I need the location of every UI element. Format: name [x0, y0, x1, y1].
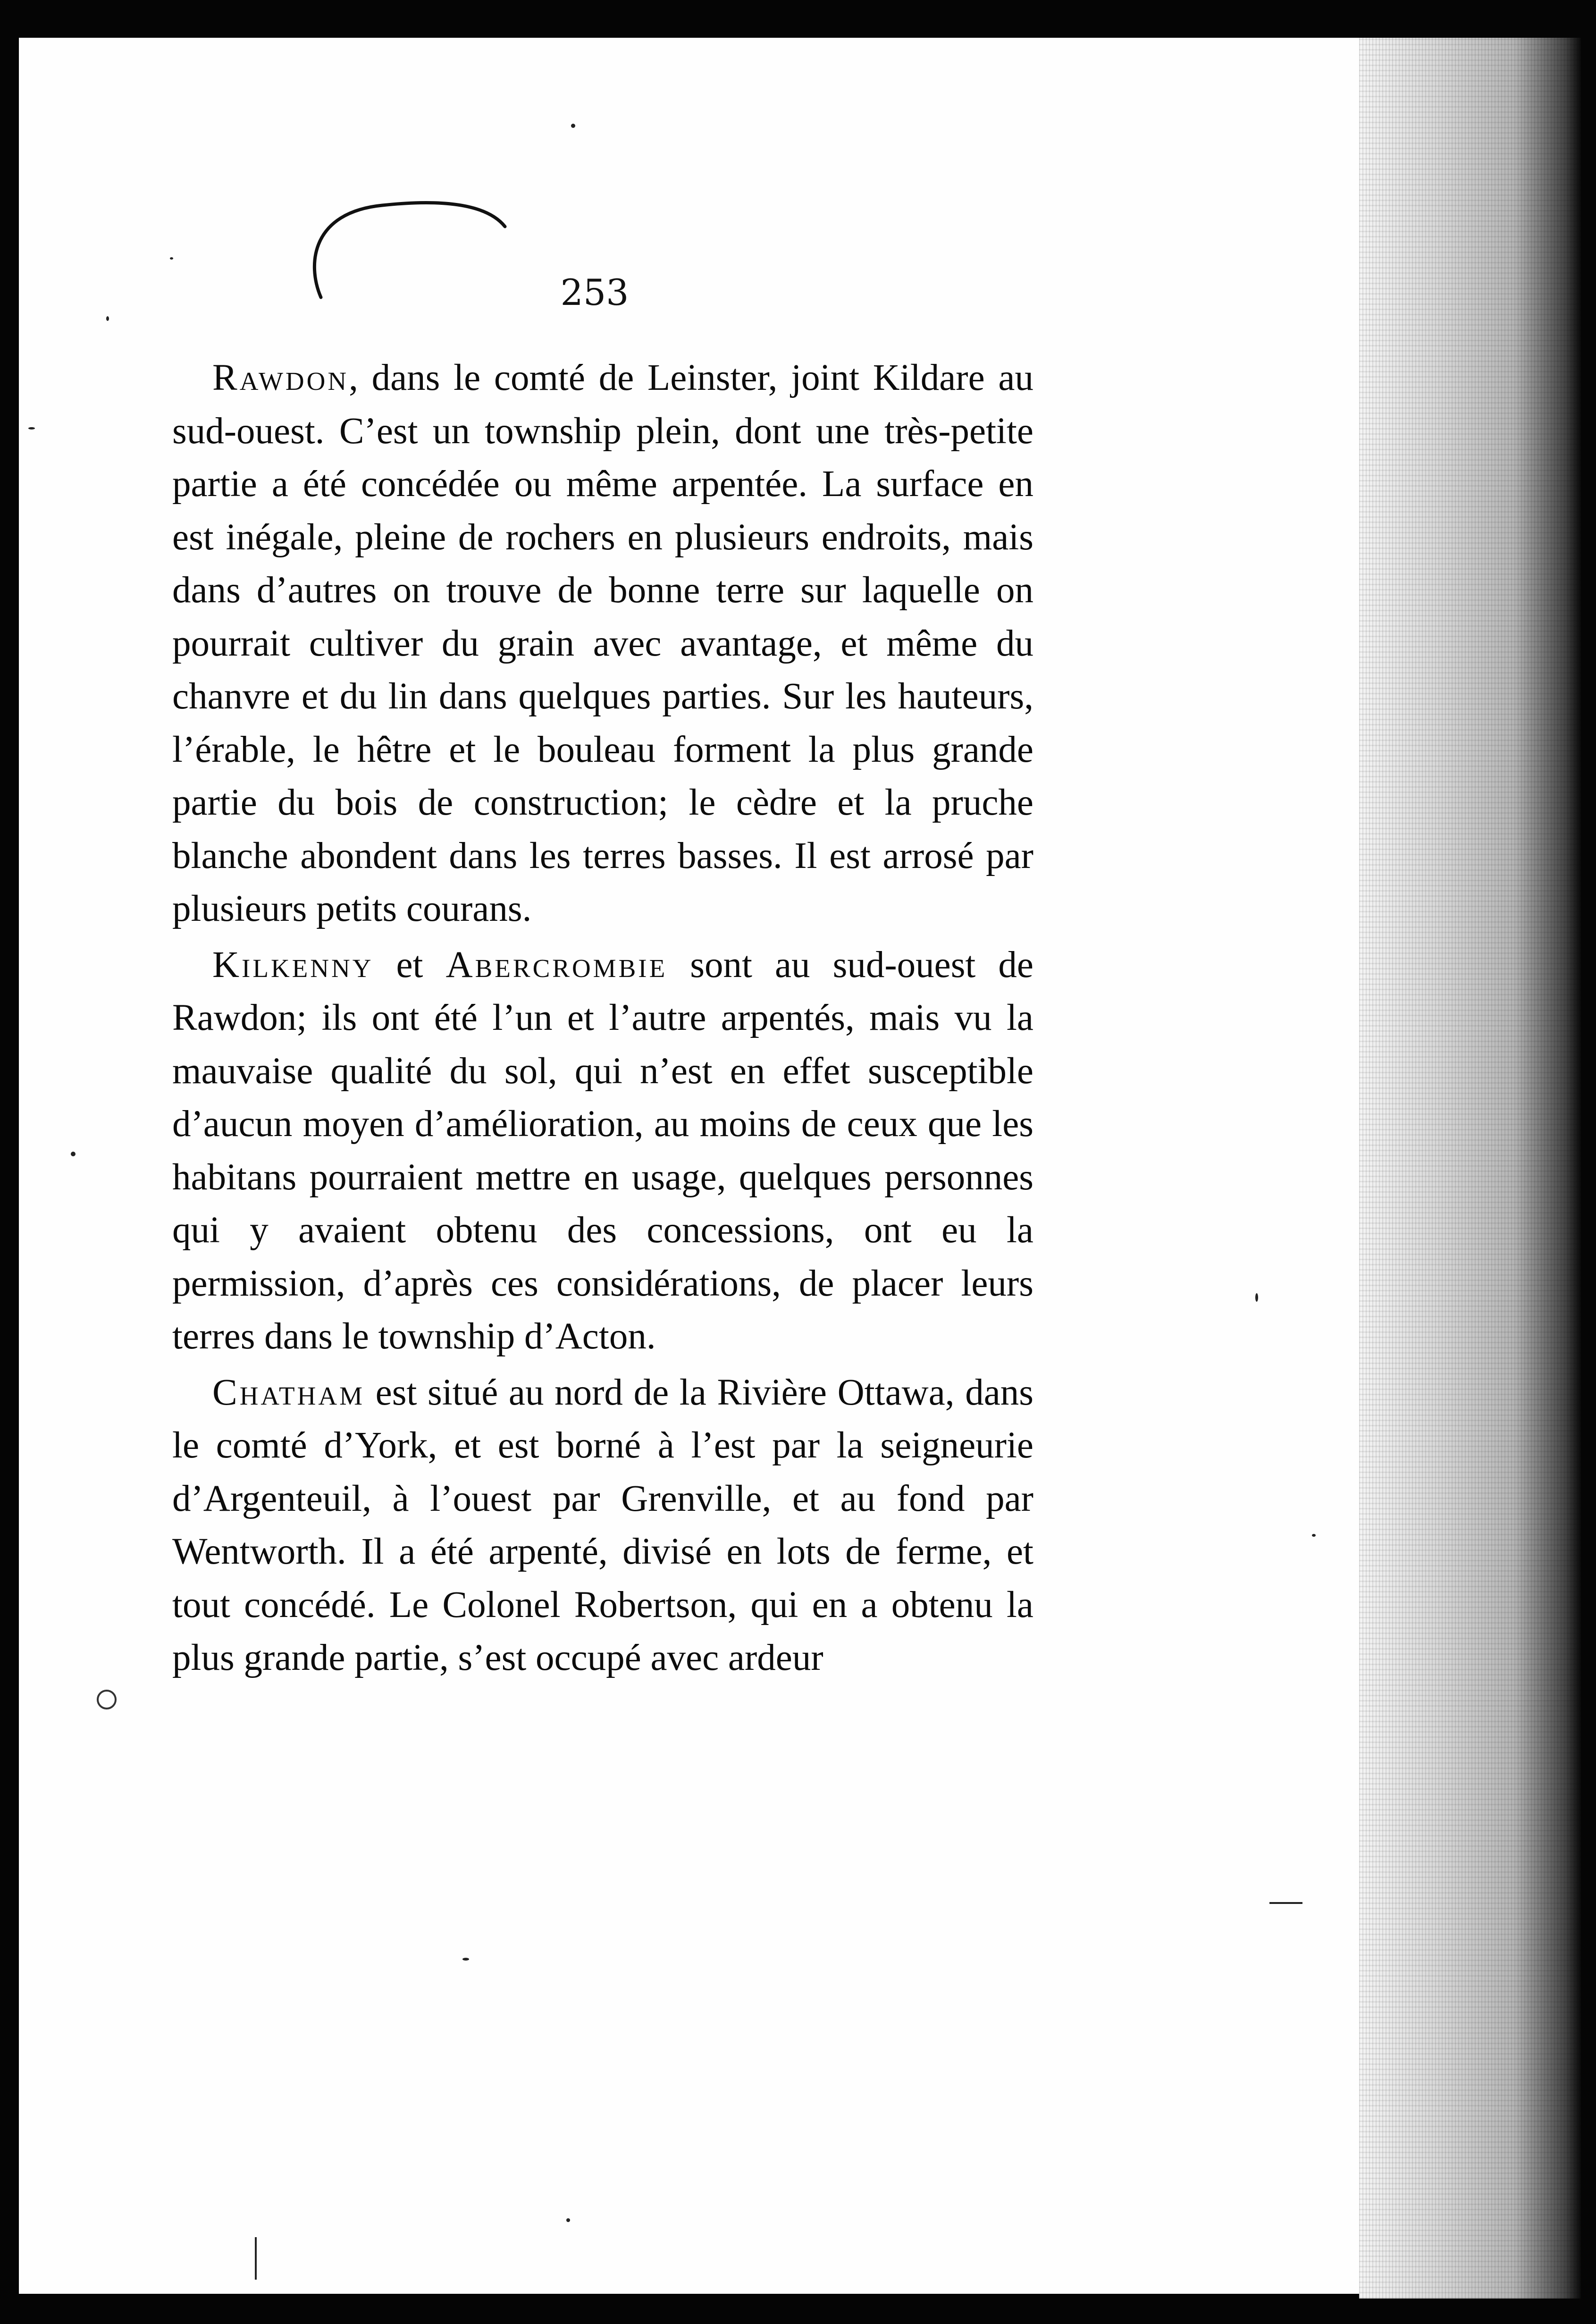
page-fore-edge — [1359, 38, 1581, 2299]
pencil-bracket-mark — [302, 194, 529, 307]
paragraph-kilkenny-abercrombie — [172, 939, 1033, 1364]
township-name-abercrombie: Abercrombie — [445, 944, 668, 985]
township-name-rawdon: Rawdon — [212, 357, 349, 398]
township-name-kilkenny: Kilkenny — [212, 944, 374, 985]
paragraph-text: , dans le comté de Leinster, joint Kildare au sud-ouest. C’est un township plein, dont une très-petite partie a été concédée ou même arpentée. La surface en est inégale, pleine de rochers en plusieurs endroits, mais dans d’autres on trouve de bonne terre sur laquelle on pourrait cultiver du grain avec avantage, et même du chanvre et du lin dans quelques parties. Sur les hauteurs, l’érable, le hêtre et le bouleau forment la plus grande partie du bois de construction; le cèdre et la pruche blanche abondent dans les terres basses. Il est arrosé par plusieurs petits courans. — [172, 357, 1033, 929]
page-number: 253 — [560, 271, 629, 313]
paragraph-text: est situé au nord de la Rivière Ottawa, dans le comté d’York, et est borné à l’est par la seigneurie d’Argenteuil, à l’ouest par Grenville, et au fond par Wentworth. Il a été arpenté, divisé en lots de ferme, et tout concédé. Le Colonel Robertson, qui en a obtenu la plus grande partie, s’est occupé avec ardeur — [172, 1372, 1033, 1678]
paragraph-rawdon — [172, 352, 1033, 936]
paragraph-chatham — [172, 1366, 1033, 1685]
paragraph-text: sont au sud-ouest de Rawdon; ils ont été l’un et l’autre arpentés, mais vu la mauvaise qualité du sol, qui n’est en effet susceptible d’aucun moyen d’amélioration, au moins de ceux que les habitans pourraient mettre en usage, quelques personnes qui y avaient obtenu des concessions, ont eu la permission, d’après ces considérations, de placer leurs terres dans le township d’Acton. — [172, 944, 1033, 1357]
township-name-chatham: Chatham — [212, 1372, 365, 1413]
body-text — [172, 352, 1033, 1688]
conjunction: et — [373, 944, 446, 985]
